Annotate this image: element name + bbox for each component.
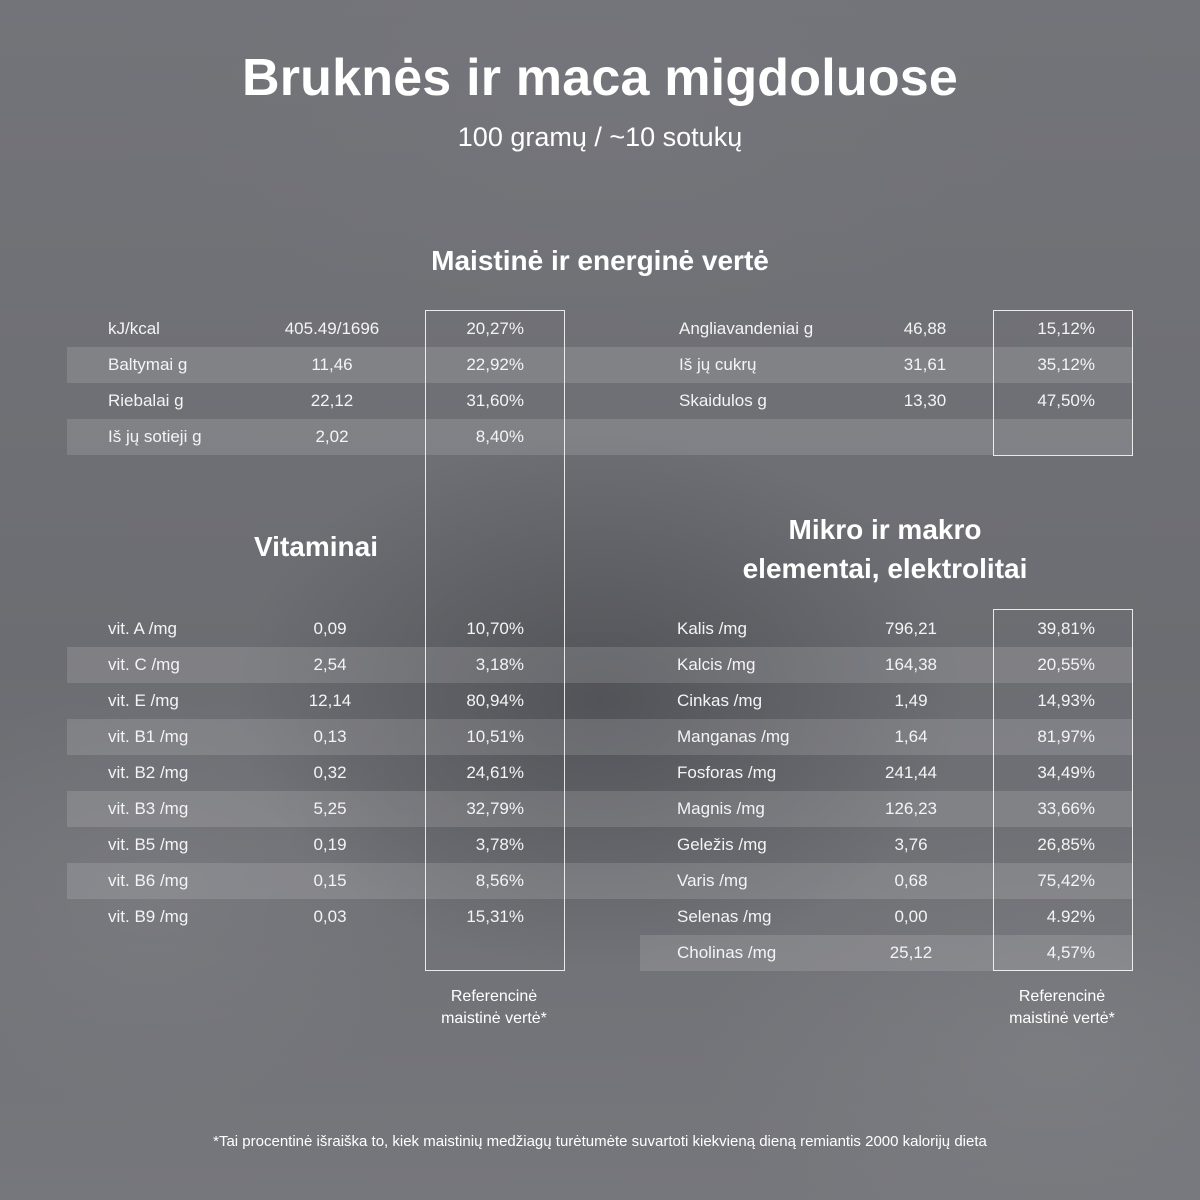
row-percent: 14,93% xyxy=(1037,691,1095,710)
row-value: 5,25 xyxy=(313,799,347,818)
row-percent: 15,12% xyxy=(1037,319,1095,338)
row-percent: 20,55% xyxy=(1037,655,1095,674)
row-percent: 4,57% xyxy=(1046,943,1095,962)
row-percent: 31,60% xyxy=(466,391,524,410)
row-percent: 35,12% xyxy=(1037,355,1095,374)
row-label: Angliavandeniai g xyxy=(679,319,814,338)
row-label: Kalis /mg xyxy=(677,619,747,638)
row-percent: 75,42% xyxy=(1037,871,1095,890)
row-label: Iš jų sotieji g xyxy=(108,427,202,446)
minerals-heading-line2: elementai, elektrolitai xyxy=(742,553,1028,584)
row-label: Baltymai g xyxy=(108,355,188,374)
row-percent: 26,85% xyxy=(1037,835,1095,854)
row-value: 0,68 xyxy=(894,871,928,890)
row-value: 405.49/1696 xyxy=(284,319,380,338)
row-percent: 3,18% xyxy=(475,655,524,674)
reference-box-right-bottom xyxy=(993,609,1133,971)
row-label: Cinkas /mg xyxy=(677,691,763,710)
row-label: vit. B2 /mg xyxy=(108,763,189,782)
row-label: vit. A /mg xyxy=(108,619,177,638)
row-percent: 8,40% xyxy=(475,427,524,446)
footnote: *Tai procentinė išraiška to, kiek maistinių medžiagų turėtumėte suvartoti kiekvieną dieną remiantis 2000 kalorijų dieta xyxy=(213,1133,987,1150)
row-value: 2,54 xyxy=(313,655,347,674)
row-label: vit. B1 /mg xyxy=(108,727,189,746)
row-value: 31,61 xyxy=(903,355,947,374)
page-subtitle: 100 gramų / ~10 sotukų xyxy=(457,122,743,152)
energy-heading: Maistinė ir energinė vertė xyxy=(431,245,769,276)
row-value: 241,44 xyxy=(885,763,937,782)
row-value: 0,13 xyxy=(313,727,347,746)
reference-label-left-line2: maistinė vertė* xyxy=(441,1010,547,1027)
row-label: Cholinas /mg xyxy=(677,943,777,962)
reference-label-right-line1: Referencinė xyxy=(1018,988,1106,1005)
row-percent: 4.92% xyxy=(1046,907,1095,926)
row-value: 0,32 xyxy=(313,763,347,782)
row-value: 12,14 xyxy=(308,691,352,710)
row-percent: 20,27% xyxy=(466,319,524,338)
row-value: 11,46 xyxy=(311,355,353,374)
row-label: Selenas /mg xyxy=(677,907,772,926)
row-value: 1,64 xyxy=(894,727,928,746)
row-percent: 80,94% xyxy=(466,691,524,710)
row-label: vit. B6 /mg xyxy=(108,871,189,890)
row-value: 1,49 xyxy=(894,691,928,710)
row-label: Iš jų cukrų xyxy=(679,355,757,374)
row-percent: 81,97% xyxy=(1037,727,1095,746)
row-percent: 10,70% xyxy=(466,619,524,638)
reference-box-right-top xyxy=(993,310,1133,456)
row-label: Varis /mg xyxy=(677,871,748,890)
reference-box-left xyxy=(425,310,565,971)
row-percent: 24,61% xyxy=(466,763,524,782)
row-value: 0,19 xyxy=(313,835,347,854)
row-value: 13,30 xyxy=(903,391,947,410)
row-value: 22,12 xyxy=(310,391,354,410)
row-label: Geležis /mg xyxy=(677,835,767,854)
row-label: Riebalai g xyxy=(108,391,184,410)
row-label: kJ/kcal xyxy=(108,319,160,338)
row-value: 46,88 xyxy=(903,319,947,338)
row-value: 0,03 xyxy=(313,907,347,926)
row-label: vit. B3 /mg xyxy=(108,799,189,818)
row-percent: 8,56% xyxy=(475,871,524,890)
row-percent: 32,79% xyxy=(466,799,524,818)
row-label: vit. C /mg xyxy=(108,655,180,674)
row-percent: 47,50% xyxy=(1037,391,1095,410)
row-label: vit. B5 /mg xyxy=(108,835,189,854)
row-percent: 34,49% xyxy=(1037,763,1095,782)
row-value: 164,38 xyxy=(885,655,937,674)
row-percent: 39,81% xyxy=(1037,619,1095,638)
row-stripe xyxy=(67,419,1133,455)
row-label: Kalcis /mg xyxy=(677,655,756,674)
page-title: Bruknės ir maca migdoluose xyxy=(241,49,959,107)
row-label: Skaidulos g xyxy=(679,391,767,410)
row-value: 0,09 xyxy=(313,619,347,638)
row-value: 126,23 xyxy=(885,799,937,818)
row-label: Magnis /mg xyxy=(677,799,765,818)
minerals-heading-line1: Mikro ir makro xyxy=(788,514,982,545)
row-value: 0,15 xyxy=(313,871,347,890)
row-label: vit. E /mg xyxy=(108,691,179,710)
row-percent: 3,78% xyxy=(475,835,524,854)
row-percent: 10,51% xyxy=(466,727,524,746)
row-label: vit. B9 /mg xyxy=(108,907,189,926)
row-label: Fosforas /mg xyxy=(677,763,777,782)
row-percent: 15,31% xyxy=(466,907,524,926)
reference-label-left-line1: Referencinė xyxy=(450,988,538,1005)
reference-label-right-line2: maistinė vertė* xyxy=(1009,1010,1115,1027)
vitamins-heading: Vitaminai xyxy=(254,531,378,562)
row-percent: 22,92% xyxy=(466,355,524,374)
row-label: Manganas /mg xyxy=(677,727,790,746)
row-value: 2,02 xyxy=(315,427,349,446)
row-percent: 33,66% xyxy=(1037,799,1095,818)
row-value: 0,00 xyxy=(894,907,928,926)
row-value: 25,12 xyxy=(889,943,933,962)
row-value: 3,76 xyxy=(894,835,928,854)
row-value: 796,21 xyxy=(885,619,937,638)
